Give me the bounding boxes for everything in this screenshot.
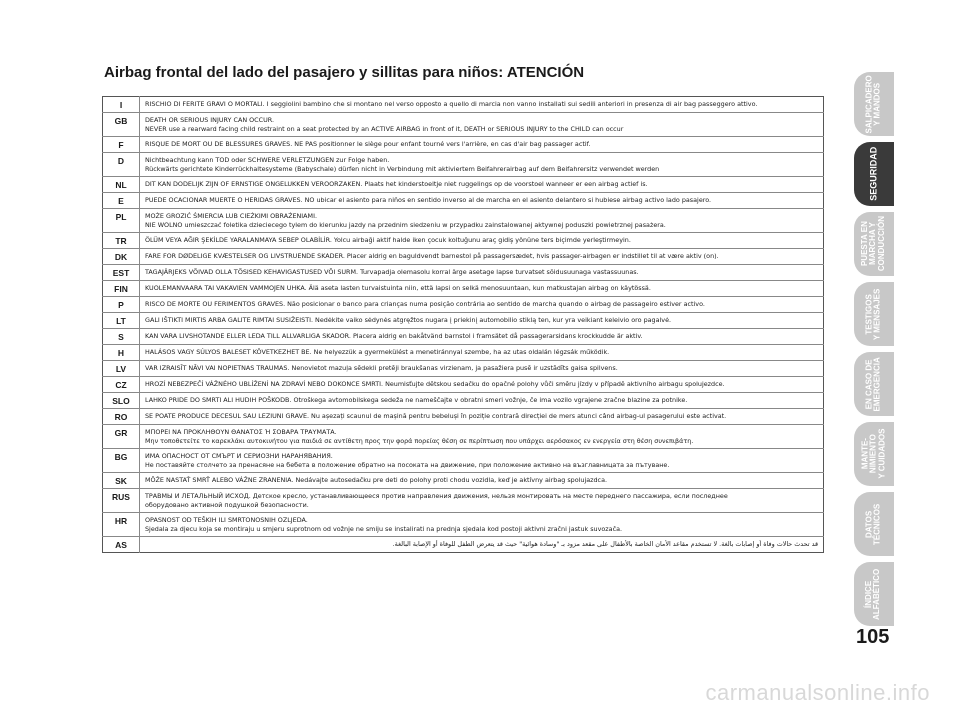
warning-text-line: GALI IŠTIKTI MIRTIS ARBA GALITE RIMTAI SUSIŽEISTI. Nedėkite vaiko sėdynės atgręžtos nugara į priekinį automobilio stiklą ten, kur yra veikiant keleivio oro pagalvė. xyxy=(145,315,672,324)
warning-text xyxy=(140,208,824,232)
warning-text xyxy=(140,152,824,176)
section-tab-label-line: ÍNDICE xyxy=(864,580,874,608)
warning-row xyxy=(103,424,824,448)
warning-text-line: ÖLÜM VEYA AĞIR ŞEKİLDE YARALANMAYA SEBEP OLABİLİR. Yolcu airbaği aktif halde iken çocuk koltuğunu araç gidiş yönüne ters biçimde yerleştirmeyin. xyxy=(145,235,631,244)
language-code: SLO xyxy=(103,392,140,408)
language-code: RO xyxy=(103,408,140,424)
warning-row xyxy=(103,360,824,376)
warning-text xyxy=(140,136,824,152)
warning-row xyxy=(103,448,824,472)
warning-text xyxy=(140,424,824,448)
warning-text-line: FARE FOR DØDELIGE KVÆSTELSER OG LIVSTRUENDE SKADER. Placer aldrig en baguldvendt barnestol på passagersædet, hvis passager-airbagen er indstillet til at være aktiv (on). xyxy=(145,251,719,260)
warning-text-line: قد تحدث حالات وفاة أو إصابات بالغة. لا تستخدم مقاعد الأمان الخاصة بالأطفال على مقعد مزود بـ "وسادة هوائية" حيث قد يتعرض الطفل للوفاة أو الإصابة البالغة. xyxy=(392,539,818,548)
section-tab-label-line: Y MENSAJES xyxy=(873,288,882,340)
page-title: Airbag frontal del lado del pasajero y sillitas para niños: ATENCIÓN xyxy=(104,64,585,81)
section-tab-label xyxy=(866,503,883,544)
language-code: PL xyxy=(103,208,140,232)
warning-text-line: KUOLEMANVAARA TAI VAKAVIEN VAMMOJEN UHKA. Älä aseta lasten turvaistuinta niin, että lapsi on selkä menosuuntaan, kun matkustajan airbag on käytössä. xyxy=(145,283,651,292)
language-code: H xyxy=(103,344,140,360)
section-tab[interactable] xyxy=(854,352,894,416)
warning-text-line: MOŻE GROZIĆ ŚMIERCIA LUB CIEŻKIMI OBRAŻENIAMI. xyxy=(145,211,317,220)
warning-row xyxy=(103,136,824,152)
warning-text xyxy=(140,232,824,248)
warning-text xyxy=(140,296,824,312)
language-code: LV xyxy=(103,360,140,376)
section-tab-label-line: ALFABÉTICO xyxy=(873,568,883,620)
warning-row xyxy=(103,97,824,113)
language-code: D xyxy=(103,152,140,176)
language-code: DK xyxy=(103,248,140,264)
warning-table xyxy=(102,96,824,553)
warning-text-line: DIT KAN DODELIJK ZIJN OF ERNSTIGE ONGELUKKEN VEROORZAKEN. Plaats het kinderstoeltje niet ruggelings op de voorstoel wanneer er een airbag actief is. xyxy=(145,179,648,188)
warning-text-line: ТРАВМЫ И ЛЕТАЛЬНЫЙ ИСХОД. Детское кресло, устанавливающееся против направления движения, нельзя монтировать на месте переднего пассажира, если последнее xyxy=(145,491,728,500)
warning-row xyxy=(103,536,824,552)
warning-text-line: HROZÍ NEBEZPEČÍ VÁŽNÉHO UBLÍŽENÍ NA ZDRAVÍ NEBO DOKONCE SMRTI. Neumisťujte dětskou sedačku do opačné polohy vůči směru jízdy v případě aktivního airbagu spolujezdce. xyxy=(145,379,725,388)
language-code: AS xyxy=(103,536,140,552)
warning-text xyxy=(140,280,824,296)
section-tab-label-line: EN CASO DE xyxy=(864,359,874,409)
language-code: P xyxy=(103,296,140,312)
warning-row xyxy=(103,232,824,248)
warning-row xyxy=(103,192,824,208)
warning-text-line: SE POATE PRODUCE DECESUL SAU LEZIUNI GRAVE. Nu așezați scaunul de mașină pentru bebeluși în poziție contrară direcției de mers atunci când airbag-ul pasagerului este activat. xyxy=(145,411,727,420)
warning-text-line: PUEDE OCACIONAR MUERTE O HERIDAS GRAVES. NO ubicar el asiento para niños en sentido inverso al de marcha en el asiento delantero si hubiese airbag activo lado pasajero. xyxy=(145,195,712,204)
section-tab-label xyxy=(869,147,878,201)
section-tab-label-line: DATOS xyxy=(864,510,874,538)
warning-row xyxy=(103,472,824,488)
warning-text-line: Sjedala za djecu koja se montiraju u smjeru suprotnom od vožnje ne smiju se instalirati na prednja sjedala kod postoji aktivni zračni jastuk suvozača. xyxy=(145,524,623,533)
warning-text xyxy=(140,376,824,392)
warning-text-line: Не поставяйте столчето за пренасяне на бебета в положение обратно на посоката на движение, при положение активно на възглавницата за пътуване. xyxy=(145,460,670,469)
section-tab[interactable] xyxy=(854,282,894,346)
section-tab-label-line: NIMIENTO xyxy=(868,434,878,474)
language-code: NL xyxy=(103,176,140,192)
warning-row xyxy=(103,176,824,192)
warning-text-line: RISCO DE MORTE OU FERIMENTOS GRAVES. Não posicionar o banco para crianças numa posição contrária ao sentido de marcha quando o airbag de passageiro estiver activo. xyxy=(145,299,705,308)
warning-text-line: NIE WOLNO umieszczać foletika dzieciecego tylem do kierunku jazdy na przednim siedzeniu w przypadku zainstalowanej aktywnej poduszki powietrznej pasażera. xyxy=(145,220,666,229)
warning-text xyxy=(140,512,824,536)
section-tab-label-line: TESTIGOS xyxy=(864,293,874,335)
language-code: S xyxy=(103,328,140,344)
section-tab-label-line: MANTE- xyxy=(860,438,870,470)
warning-text-line: DEATH OR SERIOUS INJURY CAN OCCUR. xyxy=(145,116,275,124)
warning-text xyxy=(140,472,824,488)
language-code: TR xyxy=(103,232,140,248)
warning-row xyxy=(103,280,824,296)
section-tab-label xyxy=(866,357,883,411)
warning-text xyxy=(140,328,824,344)
section-tab[interactable] xyxy=(854,72,894,136)
language-code: HR xyxy=(103,512,140,536)
warning-text xyxy=(140,536,824,552)
language-code: FIN xyxy=(103,280,140,296)
warning-row xyxy=(103,208,824,232)
warning-text xyxy=(140,360,824,376)
section-tab[interactable] xyxy=(854,212,894,276)
section-tab-label-line: SALPICADERO xyxy=(864,74,874,134)
section-tab-label-line: MARCHA Y xyxy=(868,222,878,266)
section-tab-label-line: SEGURIDAD xyxy=(868,146,879,202)
language-code: BG xyxy=(103,448,140,472)
section-tab[interactable] xyxy=(854,142,894,206)
section-tab-label-line: EMERGENCIA xyxy=(873,356,883,412)
warning-text-line: KAN VARA LIVSHOTANDE ELLER LEDA TILL ALLVARLIGA SKADOR. Placera aldrig en bakåtvänd barnstol i framsätet då passagerarsidans krockkudde är aktiv. xyxy=(145,331,643,340)
warning-row xyxy=(103,113,824,137)
section-tab-label-line: CONDUCCIÓN xyxy=(877,216,887,272)
warning-text xyxy=(140,113,824,137)
section-tab[interactable] xyxy=(854,492,894,556)
warning-row xyxy=(103,376,824,392)
warning-row xyxy=(103,344,824,360)
section-tab-label xyxy=(861,429,886,479)
watermark-text: carmanualsonline.info xyxy=(705,680,930,705)
warning-text-line: TAGAJÄRJEKS VÕIVAD OLLA TÕSISED KEHAVIGASTUSED VÕI SURM. Turvapadja olemasolu korral ärge asetage lapse turvatset sõidusuunaga vastassuunas. xyxy=(145,267,639,276)
section-tab-label-line: TÉCNICOS xyxy=(873,503,882,545)
language-code: LT xyxy=(103,312,140,328)
warning-text xyxy=(140,392,824,408)
warning-text-line: HALÁSOS VAGY SÚLYOS BALESET KÖVETKEZHET BE. Ne helyezzük a gyermekülést a menetiránnyal szembe, ha az utas oldalán légzsák működik. xyxy=(145,347,610,356)
language-code: RUS xyxy=(103,488,140,512)
warning-text xyxy=(140,264,824,280)
warning-text-line: Nichtbeachtung kann TOD oder SCHWERE VERLETZUNGEN zur Folge haben. xyxy=(145,155,390,164)
warning-text xyxy=(140,248,824,264)
section-tab-label xyxy=(866,288,883,339)
warning-row xyxy=(103,512,824,536)
language-code: I xyxy=(103,97,140,113)
warning-text-line: оборудовано активной подушкой безопасности. xyxy=(145,500,309,509)
section-tab-label-line: Y MANDOS xyxy=(873,82,883,126)
warning-text xyxy=(140,408,824,424)
section-tab[interactable] xyxy=(854,562,894,626)
warning-text-line: OPASNOST OD TEŠKIH ILI SMRTONOSNIH OZLJEDA. xyxy=(145,515,308,524)
warning-text xyxy=(140,488,824,512)
warning-row xyxy=(103,408,824,424)
warning-text-line: Μην τοποθετείτε το καρεκλάκι αυτοκινήτου για παιδιά σε αντίθετη προς την φορά πορείας θέση σε περίπτωση που υπάρχει αερόσακος εν ενεργεία στη θέση συνεπιβάτη. xyxy=(145,436,694,445)
section-tab-label xyxy=(866,568,883,619)
warning-row xyxy=(103,392,824,408)
warning-text-line: LAHKO PRIDE DO SMRTI ALI HUDIH POŠKODB. Otroškega avtomobilskega sedeža ne nameščajte v obratni smeri vožnje, če ima vozilo vgrajene zračne blazine za potnike. xyxy=(145,395,688,404)
section-tab[interactable] xyxy=(854,422,894,486)
language-code: GB xyxy=(103,113,140,137)
warning-table-body xyxy=(103,97,824,553)
warning-text xyxy=(140,192,824,208)
warning-row xyxy=(103,312,824,328)
language-code: EST xyxy=(103,264,140,280)
warning-row xyxy=(103,248,824,264)
language-code: CZ xyxy=(103,376,140,392)
warning-row xyxy=(103,264,824,280)
section-tab-bar xyxy=(854,72,894,632)
warning-text-line: NEVER use a rearward facing child restraint on a seat protected by an ACTIVE AIRBAG in front of it, DEATH or SERIOUS INJURY to the CHILD can occur xyxy=(145,124,624,133)
section-tab-label xyxy=(861,216,886,271)
warning-text-line: MÔŽE NASTAŤ SMRŤ ALEBO VÁŽNE ZRANENIA. Nedávajte autosedačku pre deti do polohy proti chodu vozidla, keď je aktívny airbag spolujazdca. xyxy=(145,475,608,484)
warning-row xyxy=(103,488,824,512)
section-tab-label-line: Y CUIDADOS xyxy=(877,428,887,480)
warning-text xyxy=(140,176,824,192)
warning-text xyxy=(140,97,824,113)
page-number: 105 xyxy=(856,626,890,648)
warning-text-line: RISQUE DE MORT OU DE BLESSURES GRAVES. NE PAS positionner le siège pour enfant tourné vers l'arrière, en cas d'air bag passager actif. xyxy=(145,139,591,148)
section-tab-label xyxy=(866,75,883,133)
section-tab-label-line: PUESTA EN xyxy=(860,221,870,267)
language-code: E xyxy=(103,192,140,208)
warning-text-line: Rückwärts gerichtete Kinderrückhaltesysteme (Babyschale) dürfen nicht in Verbindung mit aktiviertem Beifahrerairbag auf dem Beifahrersitz verwendet werden xyxy=(145,164,660,173)
warning-text-line: VAR IZRAISĪT NĀVI VAI NOPIETNAS TRAUMAS. Nenovietot mazuļa sēdekli pretēji braukšanas virzienam, ja pasažiera pusē ir uzstādīts gaisa spilvens. xyxy=(145,363,618,372)
warning-text-line: ΜΠΟΡΕΙ ΝΑ ΠΡΟΚΛΗΘΟΥΝ ΘΑΝΑΤΟΣ Ή ΣΟΒΑΡΑ ΤΡΑΥΜΑΤΑ. xyxy=(145,427,337,436)
language-code: F xyxy=(103,136,140,152)
warning-text xyxy=(140,448,824,472)
warning-text xyxy=(140,312,824,328)
warning-text-line: ИМА ОПАСНОСТ ОТ СМЪРТ И СЕРИОЗНИ НАРАНЯВАНИЯ. xyxy=(145,451,333,460)
warning-text-line: RISCHIO DI FERITE GRAVI O MORTALI. I seggiolini bambino che si montano nel verso opposto a quello di marcia non vanno installati sui sedili anteriori in presenza di air bag passeggero attivo. xyxy=(145,100,758,108)
warning-text xyxy=(140,344,824,360)
warning-row xyxy=(103,152,824,176)
warning-row xyxy=(103,328,824,344)
language-code: GR xyxy=(103,424,140,448)
warning-row xyxy=(103,296,824,312)
language-code: SK xyxy=(103,472,140,488)
